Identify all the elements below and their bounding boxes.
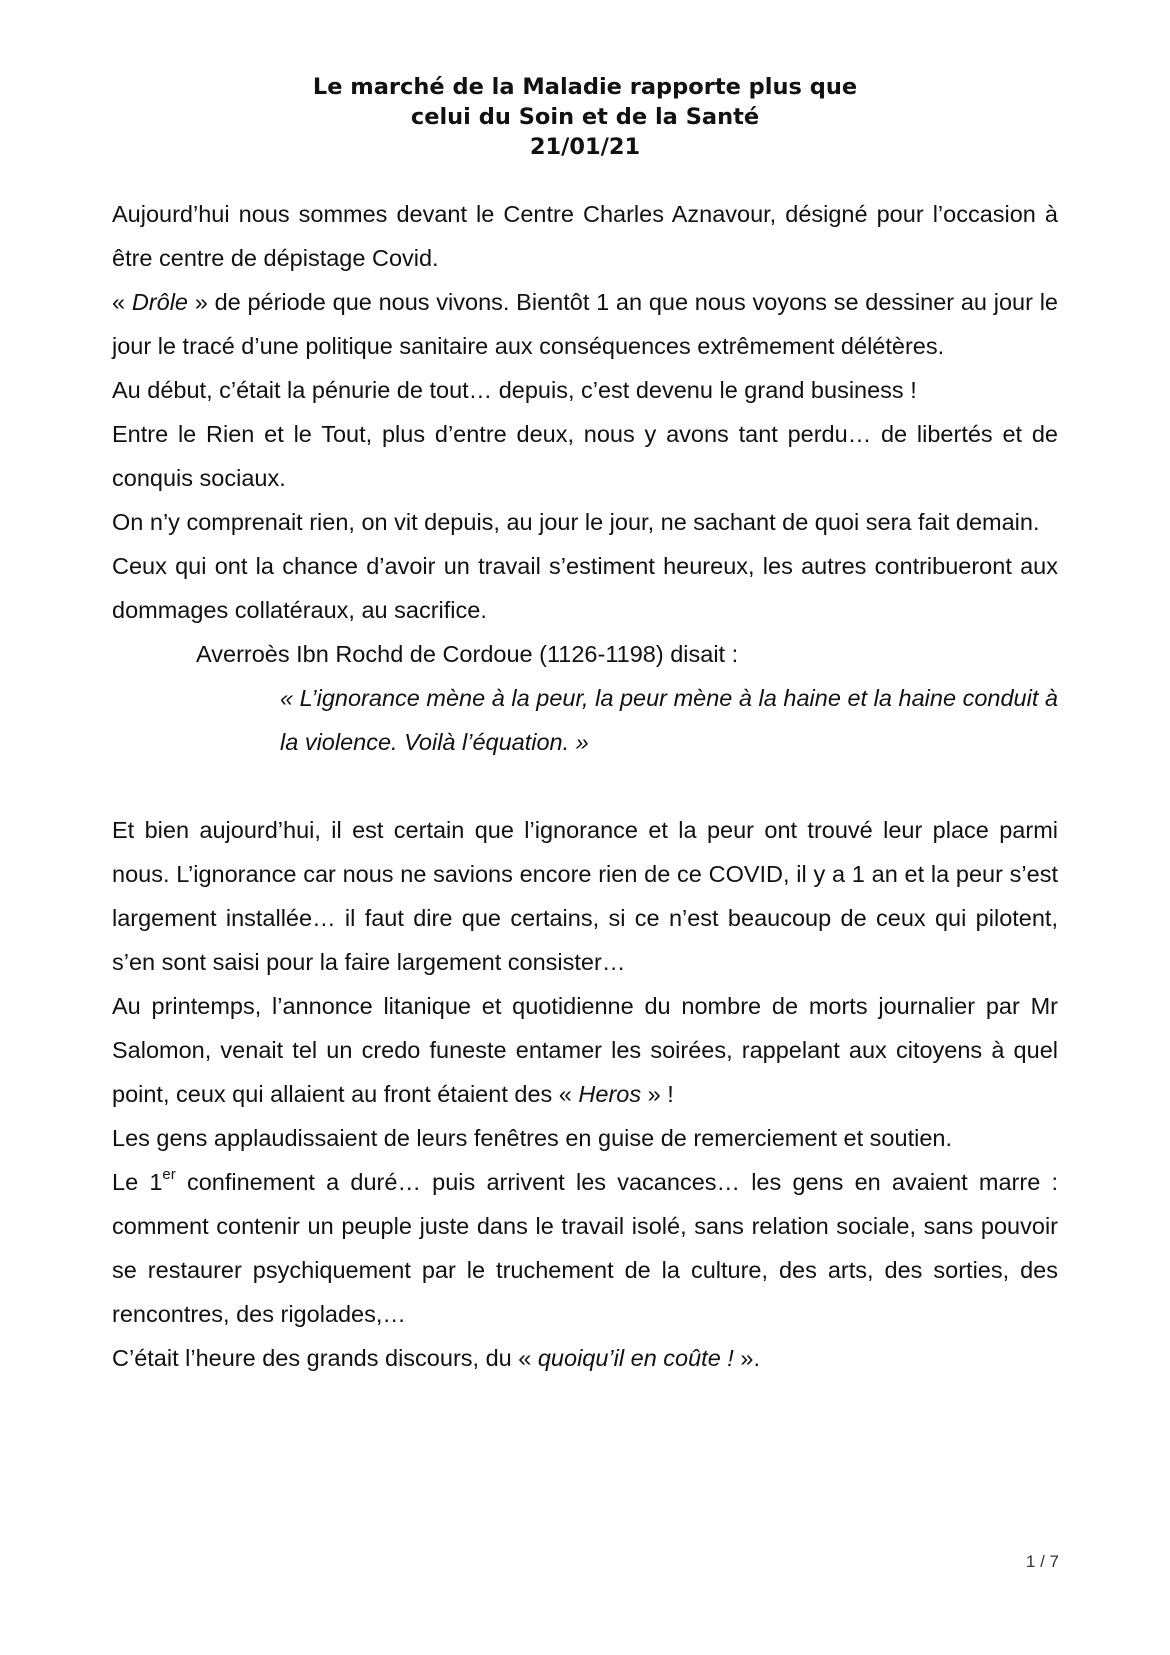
paragraph-10-start: Le 1 [112, 1169, 163, 1195]
title-line-1: Le marché de la Maladie rapporte plus que [312, 74, 858, 100]
document-title [112, 72, 1058, 162]
title-date: 21/01/21 [529, 134, 641, 160]
paragraph-10 [112, 1160, 1058, 1336]
paragraph-10-rest: confinement a duré… puis arrivent les vacances… les gens en avaient marre : comment contenir un peuple juste dans le travail isolé, sans relation sociale, sans pouvoir se restaurer psychiquement par le truchement de la culture, des arts, des sorties, des rencontres, des rigolades,… [112, 1169, 1058, 1327]
paragraph-7: Et bien aujourd’hui, il est certain que l’ignorance et la peur ont trouvé leur place parmi nous. L’ignorance car nous ne savions encore rien de ce COVID, il y a 1 an et la peur s’est largement installée… il faut dire que certains, si ce n’est beaucoup de ceux qui pilotent, s’en sont saisi pour la faire largement consister… [112, 817, 1058, 975]
paragraph-11-start: C’était l’heure des grands discours, du « [112, 1345, 538, 1371]
paragraph-8-end: » ! [641, 1081, 674, 1107]
paragraph-10-superscript: er [162, 1166, 176, 1184]
paragraph-2-rest: » de période que nous vivons. Bientôt 1 an que nous voyons se dessiner au jour le jour le tracé d’une politique sanitaire aux conséquences extrêmement délétères. [112, 289, 1058, 359]
quote-intro: Averroès Ibn Rochd de Cordoue (1126-1198) disait : [196, 641, 739, 667]
paragraph-2-emphasis: Drôle [131, 289, 188, 315]
quote: « L’ignorance mène à la peur, la peur mène à la haine et la haine conduit à la violence. Voilà l’équation. » [280, 685, 1058, 755]
title-line-2: celui du Soin et de la Santé [410, 104, 760, 130]
paragraph-9: Les gens applaudissaient de leurs fenêtres en guise de remerciement et soutien. [112, 1125, 952, 1151]
paragraph-3: Au début, c’était la pénurie de tout… depuis, c’est devenu le grand business ! [112, 377, 917, 403]
paragraph-11-emphasis: quoiqu’il en coûte ! [537, 1345, 734, 1371]
paragraph-2-open: « [112, 289, 132, 315]
document-body [112, 192, 1058, 1380]
paragraph-gap [112, 764, 1058, 808]
paragraph-8 [112, 984, 1058, 1116]
paragraph-6: Ceux qui ont la chance d’avoir un travail s’estiment heureux, les autres contribueront aux dommages collatéraux, au sacrifice. [112, 553, 1058, 623]
paragraph-8-emphasis: Heros [578, 1081, 642, 1107]
paragraph-2 [112, 280, 1058, 368]
page-number: 1 / 7 [1025, 1552, 1059, 1571]
paragraph-1: Aujourd’hui nous sommes devant le Centre Charles Aznavour, désigné pour l’occasion à être centre de dépistage Covid. [112, 201, 1058, 271]
paragraph-11-end: ». [733, 1345, 760, 1371]
paragraph-5: On n’y comprenait rien, on vit depuis, au jour le jour, ne sachant de quoi sera fait demain. [112, 509, 1040, 535]
paragraph-8-text: Au printemps, l’annonce litanique et quotidienne du nombre de morts journalier par Mr Salomon, venait tel un credo funeste entamer les soirées, rappelant aux citoyens à quel point, ceux qui allaient au front étaient des « [112, 993, 1058, 1107]
paragraph-4: Entre le Rien et le Tout, plus d’entre deux, nous y avons tant perdu… de libertés et de conquis sociaux. [112, 421, 1058, 491]
paragraph-11 [112, 1336, 1058, 1380]
